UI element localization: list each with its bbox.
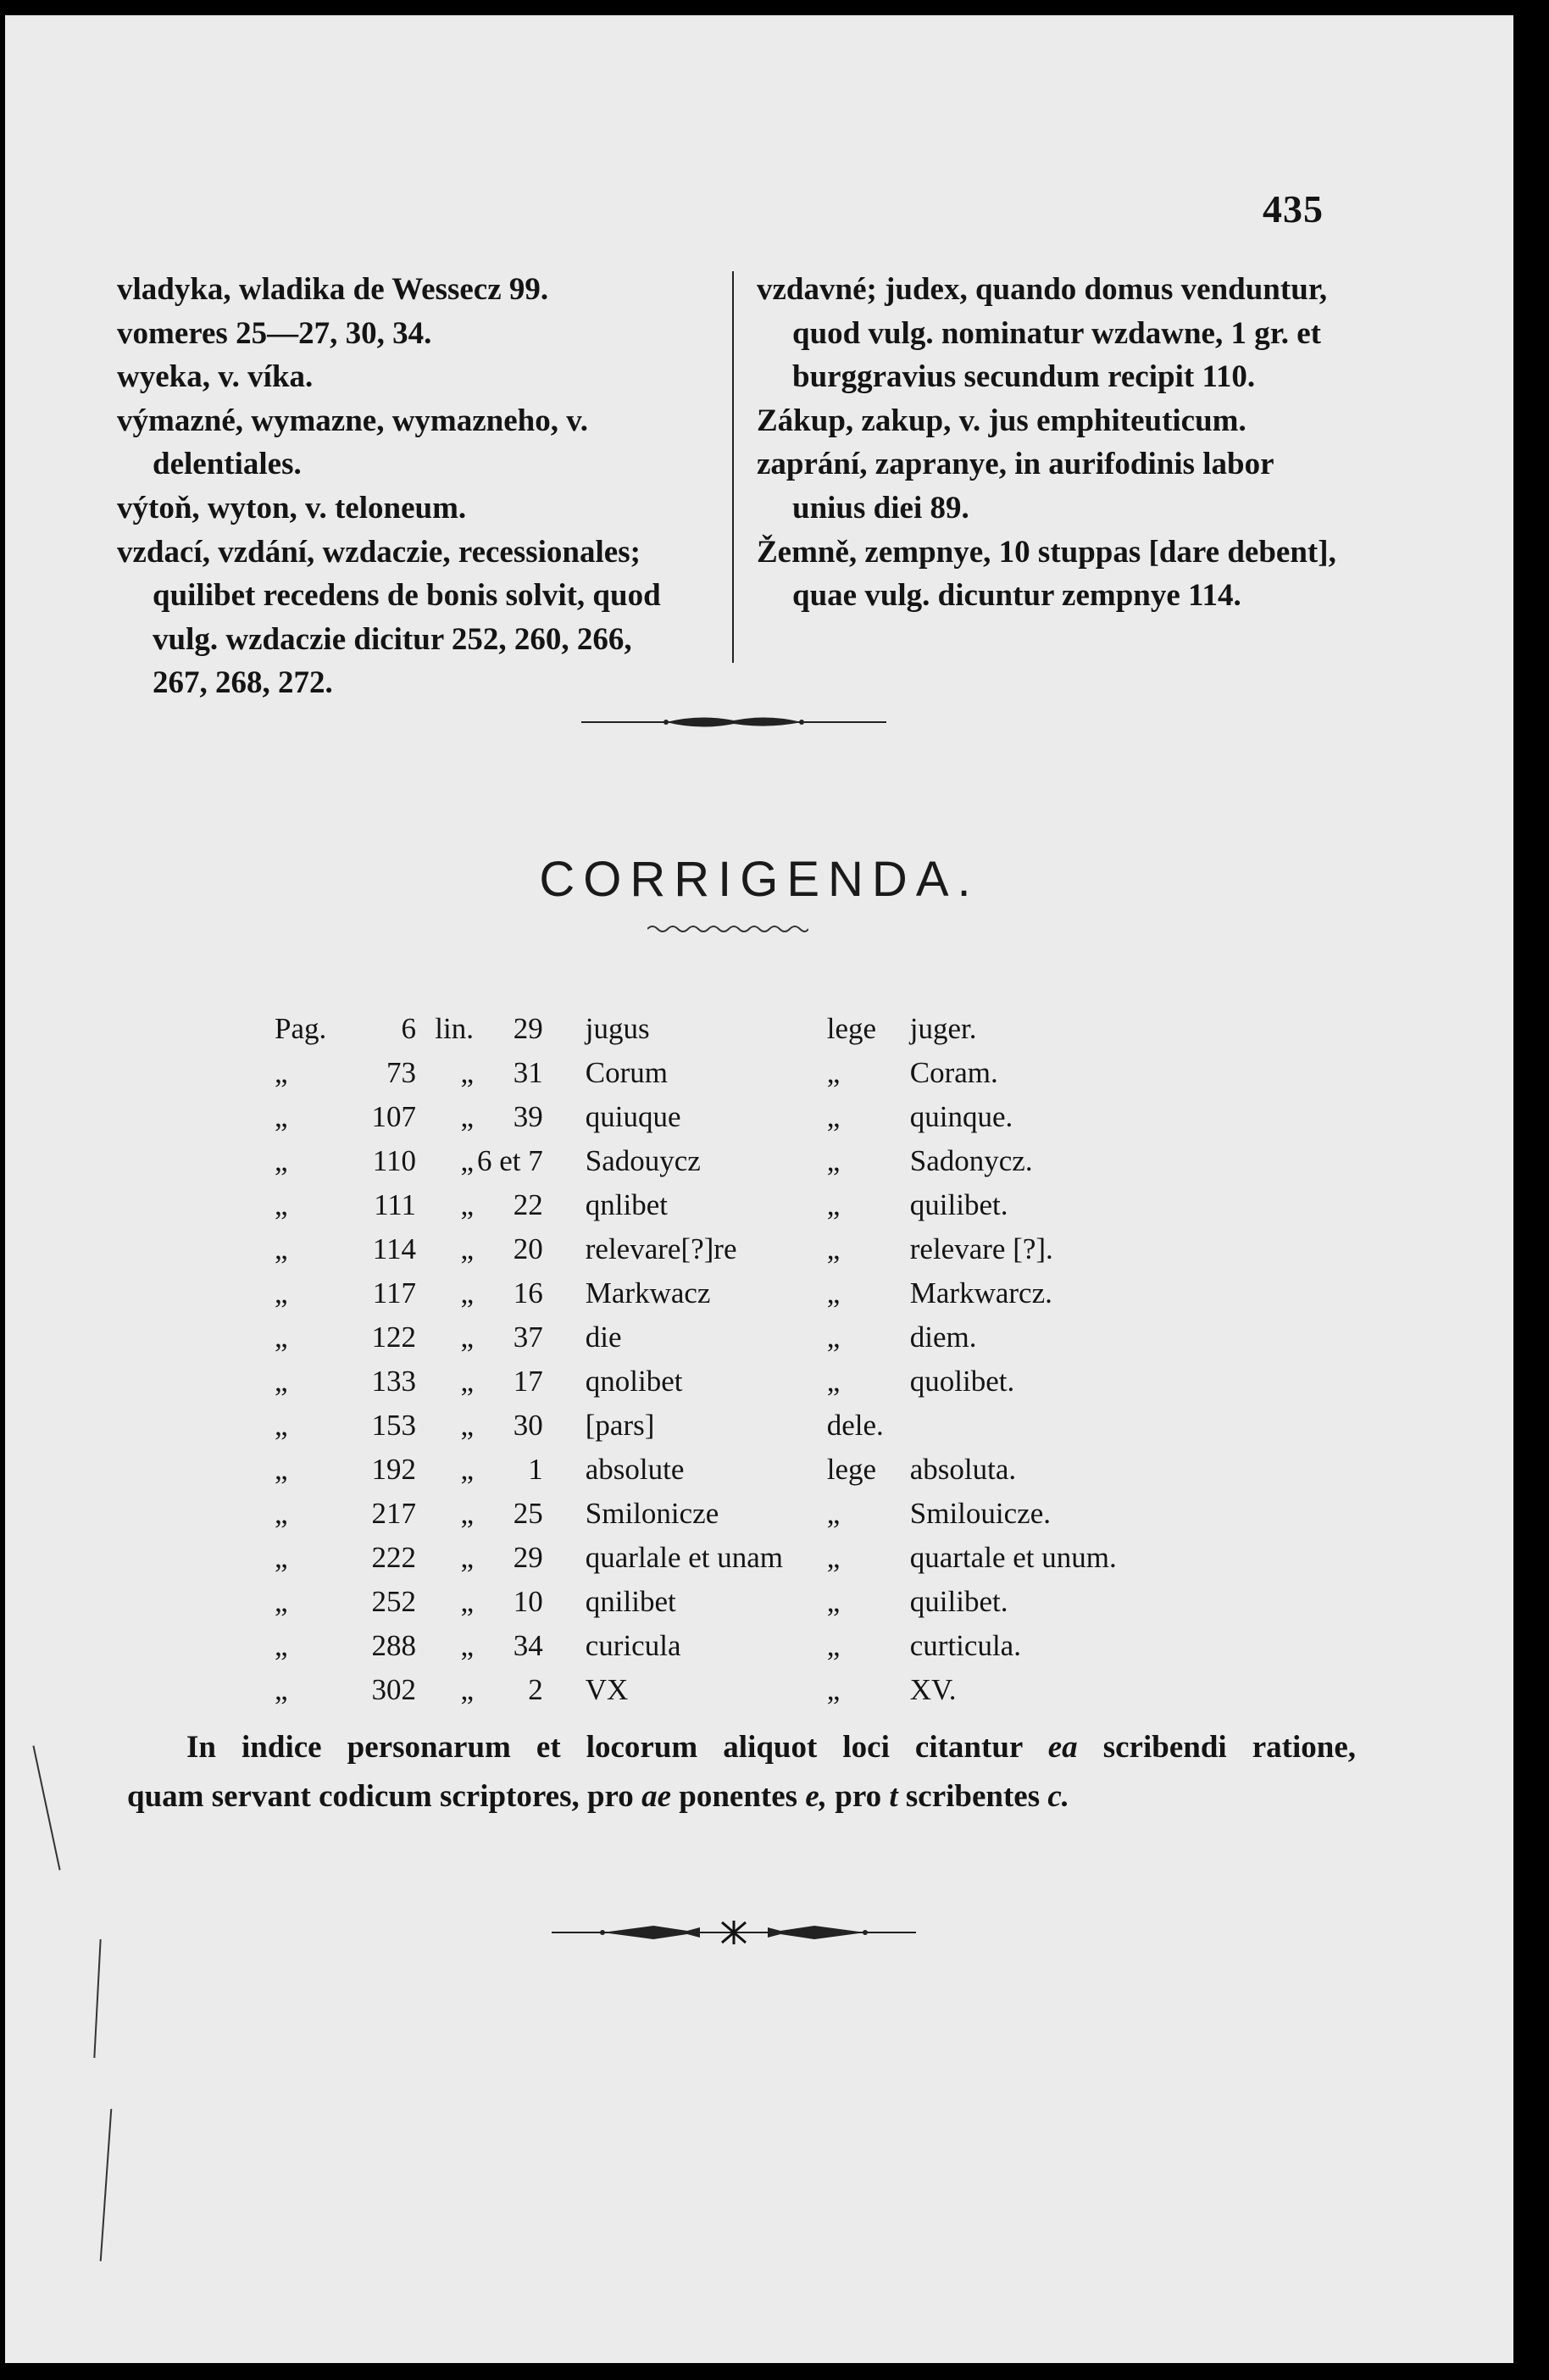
corr-error: Smilonicze (585, 1497, 719, 1530)
corr-correction: curticula. (909, 1629, 1021, 1662)
corr-lege: lege (826, 1012, 877, 1045)
corr-pag: „ (275, 1453, 288, 1486)
corr-lin: „ (460, 1100, 474, 1133)
corr-correction: quartale et unum. (909, 1541, 1117, 1574)
scan-mark (32, 1745, 60, 1870)
index-entry: výtoň, wyton, v. teloneum. (117, 490, 467, 525)
corr-lin: „ (460, 1188, 474, 1221)
corr-lege: „ (826, 1144, 841, 1177)
corr-error: die (585, 1321, 622, 1354)
corr-pag: „ (275, 1321, 288, 1354)
table-row (275, 1668, 1117, 1712)
corr-page: 252 (371, 1585, 416, 1618)
corr-pag: „ (275, 1188, 288, 1221)
corr-error: quarlale et unam (585, 1541, 783, 1574)
page-number: 435 (1263, 187, 1324, 231)
table-row (275, 1360, 1117, 1404)
corr-pag: „ (275, 1232, 288, 1265)
corr-lin: „ (460, 1541, 474, 1574)
table-row (275, 1095, 1117, 1139)
corr-page: 122 (371, 1321, 416, 1354)
corrigenda-title: CORRIGENDA. (539, 852, 980, 907)
table-row (275, 1271, 1117, 1315)
note-italic: t (889, 1779, 898, 1814)
corr-lege: „ (826, 1232, 841, 1265)
note-text: pro (835, 1779, 882, 1814)
corr-pag: „ (275, 1673, 288, 1706)
corr-correction: Markwarcz. (909, 1276, 1052, 1310)
corr-line: 16 (513, 1276, 543, 1310)
corr-pag: „ (275, 1541, 288, 1574)
corr-lin: „ (460, 1321, 474, 1354)
note-text: scribentes (905, 1779, 1041, 1814)
note-text: scribendi ratione, (1102, 1730, 1357, 1765)
index-column-left (117, 268, 693, 705)
note-paragraph-line1 (186, 1723, 1356, 1772)
corr-page: 153 (371, 1409, 416, 1442)
corr-lege: „ (826, 1585, 841, 1618)
ornament-divider-top (581, 712, 886, 732)
corr-page: 302 (371, 1673, 416, 1706)
table-row (275, 1051, 1117, 1095)
note-italic: ea (1047, 1730, 1078, 1765)
corr-lin: „ (460, 1144, 474, 1177)
corr-error: Markwacz (585, 1276, 711, 1310)
corr-line: 17 (513, 1365, 543, 1398)
corr-correction: diem. (909, 1321, 977, 1354)
corr-correction: absoluta. (909, 1453, 1017, 1486)
corr-pag: „ (275, 1100, 288, 1133)
note-text: In indice personarum et locorum aliquot loci citantur (186, 1730, 1023, 1765)
index-entry: wyeka, v. víka. (117, 359, 314, 395)
corr-line: 30 (513, 1409, 543, 1442)
corr-line: 2 (528, 1673, 543, 1706)
corr-error: quiuque (585, 1100, 681, 1133)
scan-mark (100, 2109, 113, 2261)
corr-lege: „ (826, 1673, 841, 1706)
corr-line: 34 (513, 1629, 543, 1662)
corr-line: 39 (513, 1100, 543, 1133)
corr-lin: „ (460, 1232, 474, 1265)
index-entry: Žemně, zempnye, 10 stuppas [dare debent], quae vulg. dicuntur zempnye 114. (757, 534, 1336, 614)
index-entry: vomeres 25—27, 30, 34. (117, 315, 432, 351)
note-text: quam servant codicum scriptores, pro (127, 1779, 634, 1814)
wavy-underline (647, 922, 808, 936)
corr-page: 111 (374, 1188, 416, 1221)
scan-mark (93, 1939, 101, 2058)
corr-lin: „ (460, 1585, 474, 1618)
corr-correction (902, 1404, 1117, 1448)
scan-border (1513, 15, 1549, 2380)
table-row (275, 1492, 1117, 1536)
table-row (275, 1007, 1117, 1051)
corr-lin: lin. (435, 1012, 474, 1045)
corr-page: 73 (386, 1056, 416, 1089)
corr-lin: „ (460, 1673, 474, 1706)
corr-lege: lege (826, 1453, 877, 1486)
corr-line: 10 (513, 1585, 543, 1618)
corr-error: qnolibet (585, 1365, 683, 1398)
corr-page: 133 (371, 1365, 416, 1398)
note-italic: c. (1047, 1779, 1070, 1814)
index-column-right (757, 268, 1350, 618)
corr-line: 29 (513, 1012, 543, 1045)
corr-pag: „ (275, 1497, 288, 1530)
corr-correction: juger. (909, 1012, 977, 1045)
index-entry: vladyka, wladika de Wessecz 99. (117, 272, 549, 307)
corr-pag: „ (275, 1365, 288, 1398)
corr-error: qnlibet (585, 1188, 668, 1221)
corr-error: Corum (585, 1056, 668, 1089)
table-row (275, 1139, 1117, 1183)
corr-lin: „ (460, 1453, 474, 1486)
corr-correction: quilibet. (909, 1188, 1008, 1221)
column-divider (732, 271, 734, 663)
corr-error: [pars] (585, 1409, 655, 1442)
corr-lege: „ (826, 1497, 841, 1530)
corr-line: 1 (528, 1453, 543, 1486)
corr-lege: „ (826, 1321, 841, 1354)
table-row (275, 1448, 1117, 1492)
corr-correction: XV. (909, 1673, 957, 1706)
table-row (275, 1536, 1117, 1580)
corr-line: 20 (513, 1232, 543, 1265)
corr-line: 25 (513, 1497, 543, 1530)
corr-pag: „ (275, 1409, 288, 1442)
corr-page: 192 (371, 1453, 416, 1486)
note-text: ponentes (679, 1779, 798, 1814)
corr-correction: Sadonycz. (909, 1144, 1033, 1177)
corr-error: relevare[?]re (585, 1232, 737, 1265)
corr-page: 110 (372, 1144, 416, 1177)
corr-error: VX (585, 1673, 629, 1706)
corr-page: 117 (372, 1276, 416, 1310)
table-row (275, 1315, 1117, 1360)
corr-lege: „ (826, 1100, 841, 1133)
corr-line: 29 (513, 1541, 543, 1574)
note-italic: e, (805, 1779, 827, 1814)
corr-error: qnilibet (585, 1585, 676, 1618)
corr-page: 217 (371, 1497, 416, 1530)
ornament-divider-bottom (552, 1916, 916, 1949)
corr-error: Sadouycz (585, 1144, 701, 1177)
corr-lege: „ (826, 1629, 841, 1662)
corr-page: 222 (371, 1541, 416, 1574)
corr-error: absolute (585, 1453, 685, 1486)
table-row (275, 1580, 1117, 1624)
corr-pag: „ (275, 1585, 288, 1618)
corrigenda-table (275, 1007, 1117, 1712)
corr-lin: „ (460, 1409, 474, 1442)
note-italic: ae (641, 1779, 671, 1814)
corr-pag: „ (275, 1056, 288, 1089)
corr-lege: „ (826, 1188, 841, 1221)
corr-pag: „ (275, 1629, 288, 1662)
index-entry: vzdavné; judex, quando domus venduntur, quod vulg. nominatur wzdawne, 1 gr. et burggravius secundum recipit 110. (757, 272, 1328, 395)
note-paragraph-line2 (127, 1772, 1356, 1821)
corr-line: 31 (513, 1056, 543, 1089)
corr-lin: „ (460, 1497, 474, 1530)
index-entry: vzdací, vzdání, wzdaczie, recessionales; quilibet recedens de bonis solvit, quod vulg. wzdaczie dicitur 252, 260, 266, 267, 268, 272. (117, 534, 661, 701)
corr-pag: „ (275, 1144, 288, 1177)
index-entry: výmazné, wymazne, wymazneho, v. delentiales. (117, 403, 588, 482)
index-entry: Zákup, zakup, v. jus emphiteuticum. (757, 403, 1246, 438)
corr-lin: „ (460, 1276, 474, 1310)
corr-lege: „ (826, 1276, 841, 1310)
corr-correction: Smilouicze. (909, 1497, 1051, 1530)
corr-line: 6 et 7 (477, 1144, 543, 1177)
corr-lege: „ (826, 1541, 841, 1574)
corr-lin: „ (460, 1056, 474, 1089)
corr-line: 22 (513, 1188, 543, 1221)
corr-page: 6 (401, 1012, 416, 1045)
corr-page: 107 (371, 1100, 416, 1133)
table-row (275, 1227, 1117, 1271)
table-row (275, 1624, 1117, 1668)
table-row (275, 1183, 1117, 1227)
corr-correction: Coram. (909, 1056, 998, 1089)
corr-page: 288 (371, 1629, 416, 1662)
index-entry: zaprání, zapranye, in aurifodinis labor unius diei 89. (757, 447, 1274, 525)
corr-line: 37 (513, 1321, 543, 1354)
corr-lege: „ (826, 1056, 841, 1089)
corr-error: curicula (585, 1629, 681, 1662)
corr-lege: dele. (826, 1409, 884, 1442)
corr-page: 114 (372, 1232, 416, 1265)
corr-pag: „ (275, 1276, 288, 1310)
corr-lin: „ (460, 1365, 474, 1398)
corr-pag: Pag. (275, 1012, 327, 1045)
table-row (275, 1404, 1117, 1448)
corr-error: jugus (585, 1012, 650, 1045)
corr-correction: quilibet. (909, 1585, 1008, 1618)
corr-correction: quinque. (909, 1100, 1013, 1133)
book-page (5, 15, 1513, 2363)
corr-lege: „ (826, 1365, 841, 1398)
corr-lin: „ (460, 1629, 474, 1662)
corr-correction: quolibet. (909, 1365, 1015, 1398)
corr-correction: relevare [?]. (909, 1232, 1053, 1265)
